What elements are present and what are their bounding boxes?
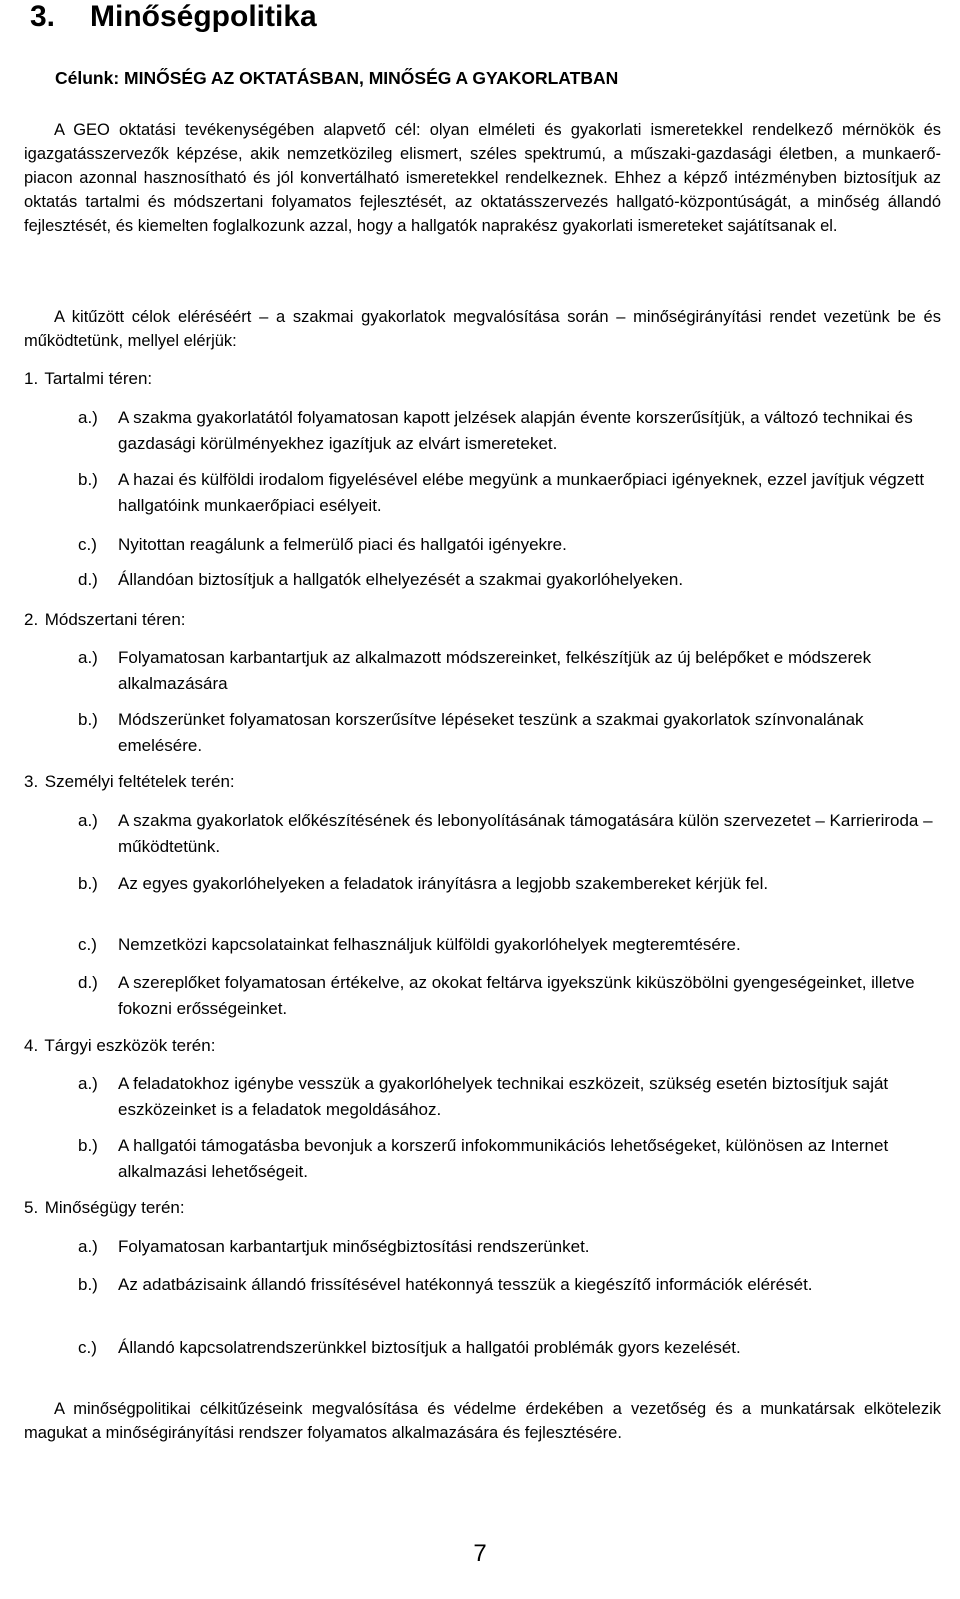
item-letter: c.) — [78, 935, 97, 954]
item-text: Folyamatosan karbantartjuk az alkalmazott módszereinket, felkészítjük az új belépőket e módszerek alkalmazására — [118, 648, 872, 693]
section-4-title — [24, 1034, 215, 1058]
section-number: 1. — [24, 369, 39, 388]
item-letter: c.) — [78, 535, 97, 554]
heading-title: Minőségpolitika — [90, 0, 317, 33]
page-number: 7 — [473, 1540, 487, 1567]
item-text: Az egyes gyakorlóhelyeken a feladatok irányításra a legjobb szakembereket kérjük fel. — [118, 874, 769, 893]
section-label: Tartalmi téren: — [44, 369, 153, 388]
item-letter: b.) — [78, 1136, 98, 1155]
closing-paragraph: A minőségpolitikai célkitűzéseink megvalósítása és védelme érdekében a vezetőség és a munkatársak elkötelezik magukat a minőségirányítási rendszer folyamatos alkalmazására és fejlesztésére. — [24, 1400, 941, 1442]
section-label: Módszertani téren: — [44, 610, 186, 629]
section-heading — [30, 0, 317, 34]
intro-paragraph: A GEO oktatási tevékenységében alapvető cél: olyan elméleti és gyakorlati ismeretekkel rendelkező mérnökök és igazgatásszervezők képzése, akik nemzetközileg elismert, széles spektrumú, a műszaki-gazdasági életben, a munkaerő-piacon azonnal hasznosítható és jól konvertálható ismeretekkel rendelkeznek. Ehhez a képző intézményben biztosítjuk az oktatás tartalmi és módszertani folyamatos fejlesztését, az oktatásszervezés hallgató-központúságát, a minőség állandó fejlesztését, és kiemelten foglalkozunk azzal, hogy a hallgatók naprakész gyakorlati ismereteket sajátítsanak el. — [24, 121, 941, 235]
section-label: Személyi feltételek terén: — [44, 772, 235, 791]
item-text: Nyitottan reagálunk a felmerülő piaci és hallgatói igényekre. — [118, 535, 567, 554]
item-text: A hazai és külföldi irodalom figyelésével elébe megyünk a munkaerőpiaci igényeknek, ezzel javítjuk végzett hallgatóink munkaerőpiaci esélyeit. — [118, 470, 925, 515]
item-text: A szakma gyakorlatától folyamatosan kapott jelzések alapján évente korszerűsítjük, a változó technikai és gazdasági körülményekhez igazítjuk az elvárt ismereteket. — [118, 408, 913, 453]
item-text: A feladatokhoz igénybe vesszük a gyakorlóhelyek technikai eszközeit, szükség esetén biztosítjuk saját eszközeinket is a feladatok megoldásához. — [118, 1074, 889, 1119]
item-text: Az adatbázisaink állandó frissítésével hatékonnyá tesszük a kiegészítő információk elérését. — [118, 1275, 813, 1294]
item-letter: a.) — [78, 648, 98, 667]
item-letter: a.) — [78, 1237, 98, 1256]
item-letter: a.) — [78, 811, 98, 830]
section-number: 4. — [24, 1036, 39, 1055]
section-1-title — [24, 367, 152, 391]
item-letter: b.) — [78, 1275, 98, 1294]
item-text: Folyamatosan karbantartjuk minőségbiztosítási rendszerünket. — [118, 1237, 590, 1256]
item-letter: b.) — [78, 710, 98, 729]
item-text: Módszerünket folyamatosan korszerűsítve lépéseket teszünk a szakmai gyakorlatok színvonalának emelésére. — [118, 710, 864, 755]
goals-intro-paragraph: A kitűzött célok eléréséért – a szakmai gyakorlatok megvalósítása során – minőségirányítási rendet vezetünk be és működtetünk, mellyel elérjük: — [24, 308, 941, 350]
section-number: 5. — [24, 1198, 39, 1217]
item-text: Állandóan biztosítjuk a hallgatók elhelyezését a szakmai gyakorlóhelyeken. — [118, 570, 684, 589]
item-text: Nemzetközi kapcsolatainkat felhasználjuk külföldi gyakorlóhelyek megteremtésére. — [118, 935, 741, 954]
goal-subheading: Célunk: MINŐSÉG AZ OKTATÁSBAN, MINŐSÉG A GYAKORLATBAN — [55, 68, 619, 88]
section-label: Minőségügy terén: — [44, 1198, 185, 1217]
item-letter: d.) — [78, 570, 98, 589]
heading-number: 3. — [30, 0, 56, 33]
item-text: A szakma gyakorlatok előkészítésének és lebonyolításának támogatására külön szervezetet – Karrieriroda – működtetünk. — [118, 811, 933, 856]
item-text: Állandó kapcsolatrendszerünkkel biztosítjuk a hallgatói problémák gyors kezelését. — [118, 1338, 741, 1357]
item-letter: c.) — [78, 1338, 97, 1357]
section-3-title — [24, 770, 235, 794]
section-2-title — [24, 608, 186, 632]
item-letter: b.) — [78, 470, 98, 489]
item-text: A szereplőket folyamatosan értékelve, az okokat feltárva igyekszünk kiküszöbölni gyengeségeinket, illetve fokozni erősségeinket. — [118, 973, 915, 1018]
section-label: Tárgyi eszközök terén: — [44, 1036, 216, 1055]
item-text: A hallgatói támogatásba bevonjuk a korszerű infokommunikációs lehetőségeket, különösen az Internet alkalmazási lehetőségeit. — [118, 1136, 889, 1181]
section-5-title — [24, 1196, 185, 1220]
section-number: 3. — [24, 772, 39, 791]
section-number: 2. — [24, 610, 39, 629]
item-letter: a.) — [78, 1074, 98, 1093]
item-letter: d.) — [78, 973, 98, 992]
item-letter: b.) — [78, 874, 98, 893]
item-letter: a.) — [78, 408, 98, 427]
